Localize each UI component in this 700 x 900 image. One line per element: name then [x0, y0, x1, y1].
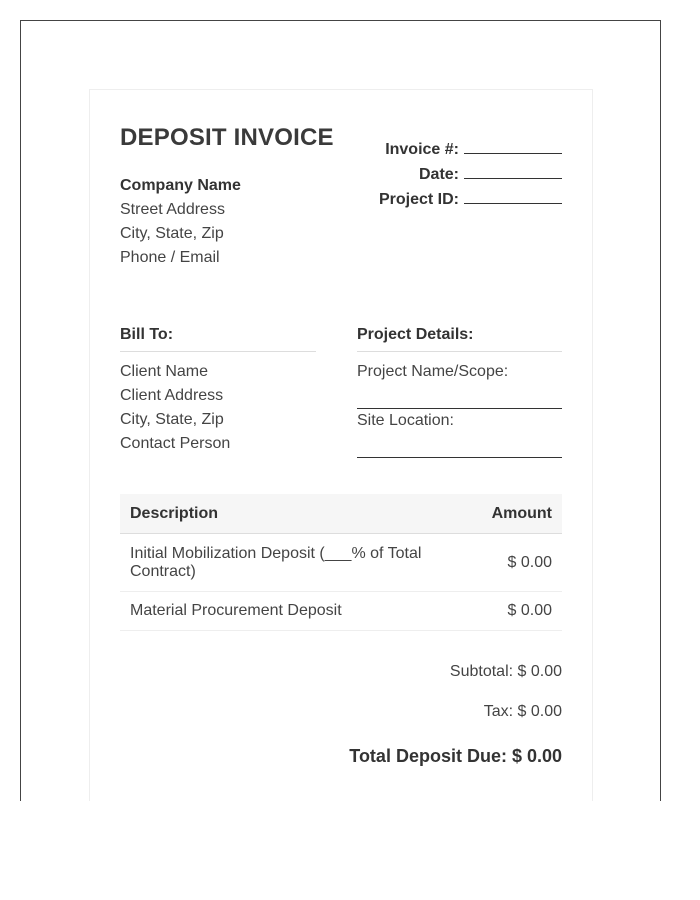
invoice-date-label: Date:	[418, 166, 459, 183]
deposit-table	[120, 494, 562, 631]
contact-person: Contact Person	[120, 435, 231, 452]
company-city: City, State, Zip	[120, 225, 224, 242]
project-id-row	[379, 187, 562, 212]
site-location-field[interactable]	[357, 433, 562, 458]
total-deposit-due: Total Deposit Due: $ 0.00	[349, 746, 562, 766]
bill-to-info	[120, 360, 230, 456]
client-city: City, State, Zip	[120, 411, 224, 428]
row-description: Material Procurement Deposit	[130, 602, 342, 619]
subtotal: Subtotal: $ 0.00	[449, 663, 562, 680]
table-row	[120, 534, 562, 592]
project-id-label: Project ID:	[378, 191, 459, 208]
invoice-number-row	[379, 137, 562, 162]
project-id-field[interactable]	[464, 187, 562, 204]
company-name: Company Name	[120, 177, 241, 194]
invoice-date-row	[379, 162, 562, 187]
bill-to-heading: Bill To:	[120, 326, 316, 352]
invoice-number-field[interactable]	[464, 137, 562, 154]
site-location-label: Site Location:	[357, 412, 454, 429]
project-name-label: Project Name/Scope:	[357, 363, 509, 380]
invoice-title: DEPOSIT INVOICE	[120, 124, 334, 151]
company-contact: Phone / Email	[120, 249, 220, 266]
company-info	[120, 174, 241, 270]
tax: Tax: $ 0.00	[483, 703, 562, 720]
row-amount: $ 0.00	[507, 602, 552, 619]
invoice-meta	[379, 137, 562, 212]
project-details-heading: Project Details:	[357, 326, 562, 352]
description-header: Description	[130, 504, 219, 522]
project-details-info	[357, 360, 562, 458]
client-name: Client Name	[120, 363, 209, 380]
amount-header: Amount	[491, 504, 552, 522]
company-street: Street Address	[120, 201, 225, 218]
table-row	[120, 592, 562, 631]
invoice-date-field[interactable]	[464, 162, 562, 179]
client-address: Client Address	[120, 387, 224, 404]
row-amount: $ 0.00	[507, 553, 552, 571]
project-name-field[interactable]	[357, 384, 562, 409]
row-description: Initial Mobilization Deposit (___% of Total Contract)	[130, 544, 422, 580]
totals-section	[349, 662, 562, 767]
table-header	[120, 494, 562, 534]
invoice-number-label: Invoice #:	[385, 141, 459, 158]
